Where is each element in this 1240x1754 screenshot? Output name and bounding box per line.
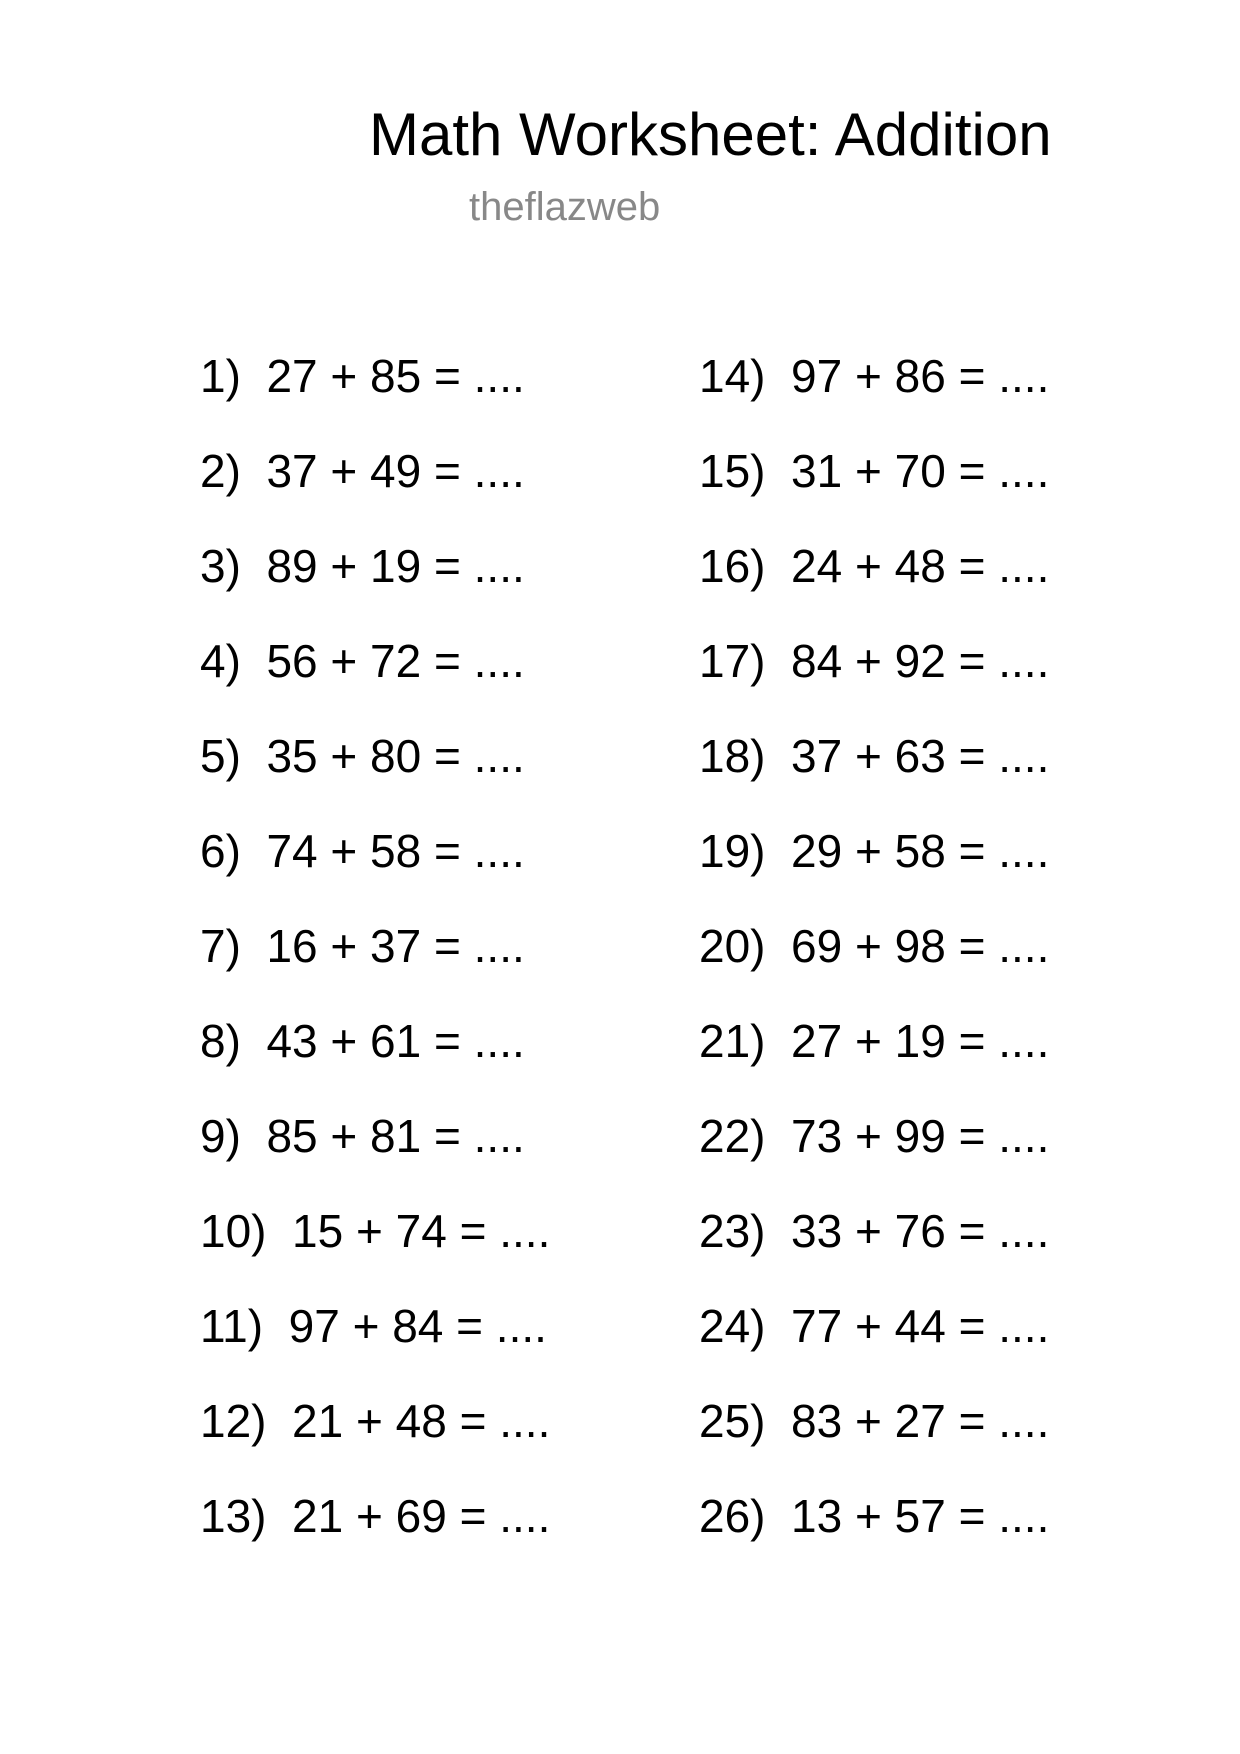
problem-item: 24) 77 + 44 = .... bbox=[699, 1300, 1050, 1352]
problem-item: 7) 16 + 37 = .... bbox=[200, 920, 525, 972]
problem-item: 20) 69 + 98 = .... bbox=[699, 920, 1050, 972]
problem-item: 3) 89 + 19 = .... bbox=[200, 540, 525, 592]
problems-column-right bbox=[699, 348, 1049, 1583]
problem-item: 19) 29 + 58 = .... bbox=[699, 825, 1050, 877]
problem-item: 18) 37 + 63 = .... bbox=[699, 730, 1050, 782]
worksheet-subtitle: theflazweb bbox=[469, 185, 661, 229]
problem-item: 2) 37 + 49 = .... bbox=[200, 445, 525, 497]
problem-item: 13) 21 + 69 = .... bbox=[200, 1490, 551, 1542]
problem-item: 25) 83 + 27 = .... bbox=[699, 1395, 1050, 1447]
problem-item: 5) 35 + 80 = .... bbox=[200, 730, 525, 782]
problem-item: 8) 43 + 61 = .... bbox=[200, 1015, 525, 1067]
problem-item: 22) 73 + 99 = .... bbox=[699, 1110, 1050, 1162]
problems-column-left bbox=[200, 348, 550, 1583]
problem-item: 17) 84 + 92 = .... bbox=[699, 635, 1050, 687]
problem-item: 16) 24 + 48 = .... bbox=[699, 540, 1050, 592]
problem-item: 10) 15 + 74 = .... bbox=[200, 1205, 551, 1257]
problem-item: 14) 97 + 86 = .... bbox=[699, 350, 1050, 402]
problem-item: 23) 33 + 76 = .... bbox=[699, 1205, 1050, 1257]
problem-item: 1) 27 + 85 = .... bbox=[200, 350, 525, 402]
problem-item: 26) 13 + 57 = .... bbox=[699, 1490, 1050, 1542]
problem-item: 6) 74 + 58 = .... bbox=[200, 825, 525, 877]
problem-item: 11) 97 + 84 = .... bbox=[200, 1300, 547, 1352]
problem-item: 9) 85 + 81 = .... bbox=[200, 1110, 525, 1162]
worksheet-title: Math Worksheet: Addition bbox=[369, 101, 1052, 168]
problem-item: 12) 21 + 48 = .... bbox=[200, 1395, 551, 1447]
problem-item: 15) 31 + 70 = .... bbox=[699, 445, 1050, 497]
problem-item: 21) 27 + 19 = .... bbox=[699, 1015, 1050, 1067]
problem-item: 4) 56 + 72 = .... bbox=[200, 635, 525, 687]
